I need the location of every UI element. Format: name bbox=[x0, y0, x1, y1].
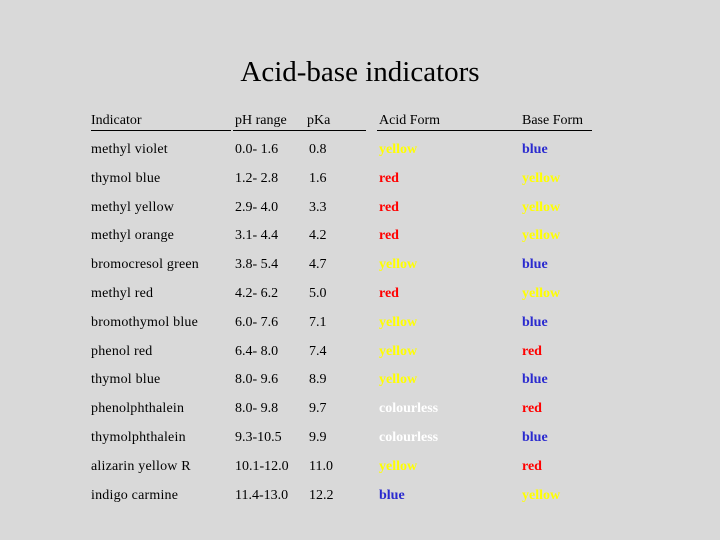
header-underline bbox=[519, 130, 592, 131]
header-indicator: Indicator bbox=[91, 113, 142, 128]
acid-form-value: red bbox=[379, 170, 399, 186]
page-title: Acid-base indicators bbox=[240, 56, 480, 88]
pka-value: 9.7 bbox=[309, 401, 327, 417]
ph-range-value: 0.0- 1.6 bbox=[235, 142, 279, 157]
pka-value: 4.7 bbox=[309, 257, 327, 273]
pka-value: 0.8 bbox=[309, 142, 327, 157]
indicator-name: thymol blue bbox=[91, 170, 161, 186]
header-underline bbox=[377, 130, 521, 131]
pka-value: 3.3 bbox=[309, 199, 327, 215]
table-row bbox=[0, 198, 720, 227]
table-row bbox=[0, 226, 720, 255]
acid-form-value: yellow bbox=[379, 257, 418, 273]
pka-value: 11.0 bbox=[309, 458, 333, 474]
header-base-form: Base Form bbox=[522, 113, 584, 128]
ph-range-value: 8.0- 9.6 bbox=[235, 372, 279, 388]
indicator-name: methyl violet bbox=[91, 142, 168, 157]
pka-value: 5.0 bbox=[309, 285, 327, 301]
table-row bbox=[0, 284, 720, 313]
ph-range-value: 6.4- 8.0 bbox=[235, 343, 279, 359]
header-pka: pKa bbox=[307, 113, 331, 128]
base-form-value: yellow bbox=[522, 487, 561, 503]
pka-value: 4.2 bbox=[309, 228, 327, 244]
indicator-name: thymolphthalein bbox=[91, 429, 186, 445]
pka-value: 7.1 bbox=[309, 314, 327, 330]
header-underline bbox=[91, 130, 231, 131]
acid-form-value: red bbox=[379, 228, 399, 244]
table-row bbox=[0, 342, 720, 371]
indicator-name: indigo carmine bbox=[91, 487, 179, 503]
indicator-name: methyl yellow bbox=[91, 199, 175, 215]
indicator-name: phenol red bbox=[91, 343, 153, 359]
pka-value: 7.4 bbox=[309, 343, 327, 359]
base-form-value: blue bbox=[522, 372, 548, 388]
base-form-value: yellow bbox=[522, 228, 561, 244]
header-ph-range: pH range bbox=[235, 113, 287, 128]
ph-range-value: 3.8- 5.4 bbox=[235, 257, 279, 273]
header-acid-form: Acid Form bbox=[379, 113, 441, 128]
indicator-name: bromocresol green bbox=[91, 257, 199, 273]
acid-form-value: colourless bbox=[379, 401, 439, 417]
acid-form-value: yellow bbox=[379, 343, 418, 359]
ph-range-value: 2.9- 4.0 bbox=[235, 199, 279, 215]
ph-range-value: 9.3-10.5 bbox=[235, 429, 282, 445]
pka-value: 8.9 bbox=[309, 372, 327, 388]
table-row bbox=[0, 428, 720, 457]
base-form-value: red bbox=[522, 343, 542, 359]
base-form-value: red bbox=[522, 401, 542, 417]
table-row bbox=[0, 313, 720, 342]
table-row bbox=[0, 486, 720, 515]
ph-range-value: 1.2- 2.8 bbox=[235, 170, 279, 186]
table-row bbox=[0, 140, 720, 169]
table-row bbox=[0, 399, 720, 428]
pka-value: 12.2 bbox=[309, 487, 334, 503]
indicator-name: alizarin yellow R bbox=[91, 458, 191, 474]
table-row bbox=[0, 370, 720, 399]
pka-value: 1.6 bbox=[309, 170, 327, 186]
table-row bbox=[0, 457, 720, 486]
indicator-name: thymol blue bbox=[91, 372, 161, 388]
pka-value: 9.9 bbox=[309, 429, 327, 445]
table-row bbox=[0, 255, 720, 284]
acid-form-value: colourless bbox=[379, 429, 439, 445]
acid-form-value: yellow bbox=[379, 142, 418, 157]
indicator-name: methyl orange bbox=[91, 228, 175, 244]
ph-range-value: 10.1-12.0 bbox=[235, 458, 289, 474]
base-form-value: red bbox=[522, 458, 542, 474]
acid-form-value: yellow bbox=[379, 458, 418, 474]
ph-range-value: 11.4-13.0 bbox=[235, 487, 289, 503]
ph-range-value: 6.0- 7.6 bbox=[235, 314, 279, 330]
indicator-name: bromothymol blue bbox=[91, 314, 199, 330]
indicator-table bbox=[0, 140, 720, 514]
base-form-value: blue bbox=[522, 429, 548, 445]
acid-form-value: red bbox=[379, 199, 399, 215]
acid-form-value: yellow bbox=[379, 372, 418, 388]
acid-form-value: blue bbox=[379, 487, 405, 503]
indicator-name: phenolphthalein bbox=[91, 401, 185, 417]
base-form-value: yellow bbox=[522, 199, 561, 215]
ph-range-value: 3.1- 4.4 bbox=[235, 228, 279, 244]
ph-range-value: 4.2- 6.2 bbox=[235, 285, 279, 301]
ph-range-value: 8.0- 9.8 bbox=[235, 401, 279, 417]
table-row bbox=[0, 169, 720, 198]
header-underline bbox=[233, 130, 366, 131]
acid-form-value: red bbox=[379, 285, 399, 301]
indicator-name: methyl red bbox=[91, 285, 154, 301]
base-form-value: blue bbox=[522, 142, 548, 157]
base-form-value: yellow bbox=[522, 285, 561, 301]
acid-form-value: yellow bbox=[379, 314, 418, 330]
table-header bbox=[0, 113, 720, 133]
base-form-value: yellow bbox=[522, 170, 561, 186]
base-form-value: blue bbox=[522, 314, 548, 330]
base-form-value: blue bbox=[522, 257, 548, 273]
